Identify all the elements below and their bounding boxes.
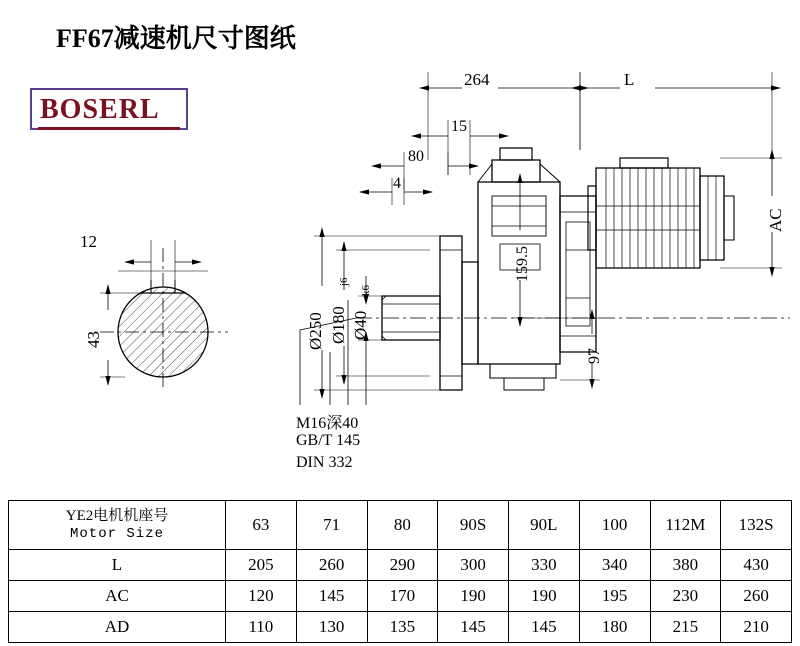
label-4: 4 [393, 175, 401, 192]
table-col-header: 90L [509, 501, 580, 550]
table-row [9, 612, 792, 643]
label-dia-40-tolerance: k6 [360, 285, 372, 296]
table-cell: 210 [721, 612, 792, 643]
label-dia-180-tolerance: j6 [338, 277, 350, 286]
table-col-header: 112M [650, 501, 721, 550]
table-cell: 170 [367, 581, 438, 612]
table-row [9, 550, 792, 581]
table-header-en: Motor Size [69, 525, 164, 542]
label-12: 12 [80, 232, 97, 251]
table-col-header: 71 [296, 501, 367, 550]
row-label: AC [9, 581, 226, 612]
table-col-header: 90S [438, 501, 509, 550]
table-cell: 190 [509, 581, 580, 612]
table-cell: 230 [650, 581, 721, 612]
table-col-header: 63 [226, 501, 297, 550]
label-80: 80 [408, 148, 424, 165]
table-cell: 145 [438, 612, 509, 643]
table-cell: 135 [367, 612, 438, 643]
note-din332: DIN 332 [296, 454, 353, 471]
table-cell: 290 [367, 550, 438, 581]
table-cell: 330 [509, 550, 580, 581]
table-row-header [9, 501, 792, 550]
table-cell: 110 [226, 612, 297, 643]
table-cell: 190 [438, 581, 509, 612]
table-col-header: 132S [721, 501, 792, 550]
table-cell: 195 [579, 581, 650, 612]
logo-text: BOSERL [40, 94, 160, 125]
label-159-5: 159.5 [514, 246, 531, 282]
note-m16: M16深40 [296, 415, 359, 432]
table-col-header: 80 [367, 501, 438, 550]
table-cell: 180 [579, 612, 650, 643]
table-cell: 260 [721, 581, 792, 612]
label-dia-40: Ø40 [351, 310, 370, 340]
note-gbt145: GB/T 145 [296, 432, 361, 449]
table-cell: 340 [579, 550, 650, 581]
table-cell: 430 [721, 550, 792, 581]
table-cell: 145 [296, 581, 367, 612]
table-cell: 260 [296, 550, 367, 581]
table-cell: 130 [296, 612, 367, 643]
label-264: 264 [464, 70, 490, 89]
label-dia-250: Ø250 [306, 312, 325, 350]
label-AC: AC [766, 208, 785, 232]
table-col-header: 100 [579, 501, 650, 550]
row-label: L [9, 550, 226, 581]
table-cell: 380 [650, 550, 721, 581]
label-L-top: L [624, 70, 635, 89]
page-title: FF67减速机尺寸图纸 [56, 24, 296, 53]
table-row [9, 581, 792, 612]
table-cell: 205 [226, 550, 297, 581]
table-cell: 215 [650, 612, 721, 643]
row-label: AD [9, 612, 226, 643]
label-15: 15 [451, 118, 467, 135]
table-header-label [9, 501, 226, 550]
label-dia-180: Ø180 [329, 306, 348, 344]
table-cell: 145 [509, 612, 580, 643]
motor-size-table [8, 500, 792, 643]
table-header-cn: YE2电机机座号 [65, 508, 169, 525]
label-97: 97 [586, 348, 603, 364]
table-cell: 300 [438, 550, 509, 581]
label-43: 43 [84, 331, 103, 348]
table-cell: 120 [226, 581, 297, 612]
